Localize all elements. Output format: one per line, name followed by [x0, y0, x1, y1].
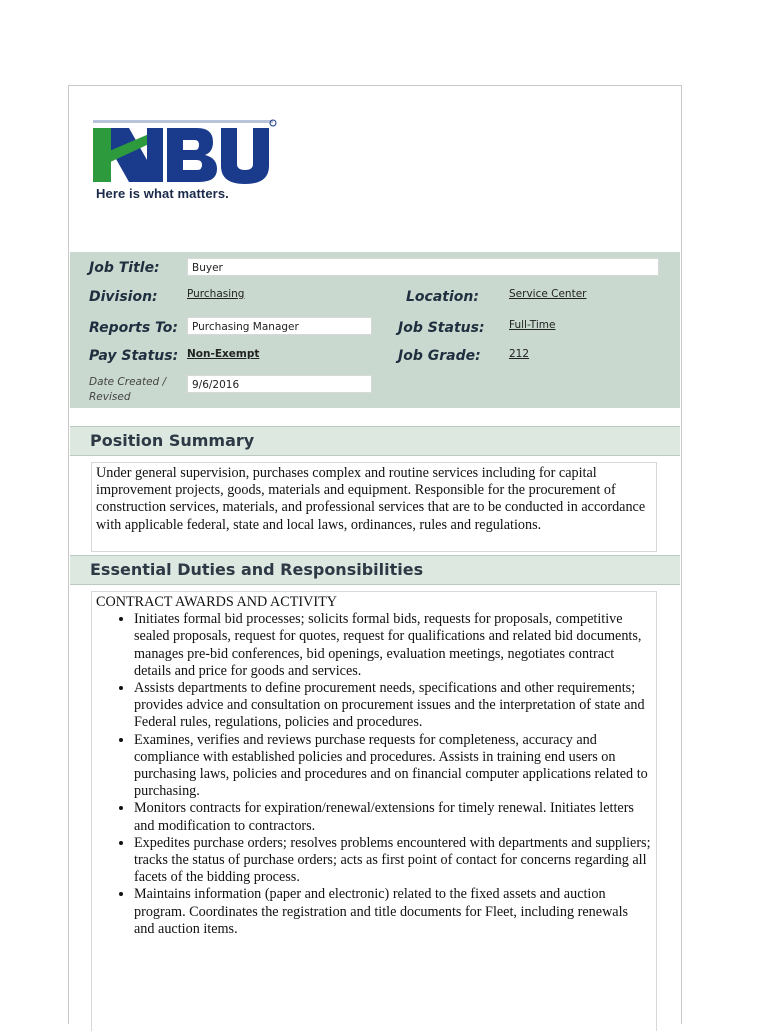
job-grade-label: Job Grade:: [398, 348, 481, 364]
date-created-label: [89, 375, 166, 405]
essential-duties-heading: Essential Duties and Responsibilities: [90, 560, 424, 579]
job-status-value[interactable]: Full-Time: [509, 319, 556, 331]
pay-status-label: Pay Status:: [89, 348, 179, 364]
position-summary-text: Under general supervision, purchases complex and routine services including for capital improvement projects, goods, materials and equipment. Responsible for the procurement of construction services, materials, and professional services that are to be conducted in accordance with applicable federal, state and local laws, ordinances, rules and regulations.: [91, 462, 657, 552]
date-field: 9/6/2016: [187, 375, 372, 393]
date-label-line-2: Revised: [89, 391, 131, 403]
list-item: • Expedites purchase orders; resolves problems encountered with departments and suppliers; tracks the status of purchase orders; acts as first point of contact for concerns regarding all facets of the bidding process.: [134, 835, 652, 887]
list-item: • Maintains information (paper and electronic) related to the fixed assets and auction program. Coordinates the registration and title documents for Fleet, including renewals and auction items.: [134, 886, 652, 938]
division-label: Division:: [89, 289, 158, 305]
list-item: • Monitors contracts for expiration/renewal/extensions for timely renewal. Initiates letters and modification to contractors.: [134, 800, 652, 834]
nbu-logo-mark: [89, 114, 279, 189]
job-info-panel: [70, 252, 680, 408]
job-status-label: Job Status:: [398, 320, 485, 336]
duties-list: [96, 611, 652, 938]
position-summary-header: [70, 426, 680, 456]
essential-duties-body: [91, 591, 657, 1031]
list-item: • Examines, verifies and reviews purchase requests for completeness, accuracy and compliance with established policies and procedures. Assists in training end users on purchasing laws, policies and procedures and on financial computer applications related to purchasing.: [134, 732, 652, 801]
list-item: • Initiates formal bid processes; solicits formal bids, requests for proposals, competitive sealed proposals, request for quotes, request for qualifications and related bid documents, manages pre-bid conferences, bid openings, evaluation meetings, negotiates contract details and price for goods and services.: [134, 611, 652, 680]
list-item: • Assists departments to define procurement needs, specifications and other requirements; provides advice and consultation on procurement issues and the interpretation of state and Federal rules, regulations, policies and procedures.: [134, 680, 652, 732]
location-value[interactable]: Service Center: [509, 288, 587, 300]
pay-status-value[interactable]: Non-Exempt: [187, 348, 260, 360]
essential-duties-header: [70, 555, 680, 585]
duties-group-title: CONTRACT AWARDS AND ACTIVITY: [96, 594, 337, 610]
job-title-label: Job Title:: [89, 260, 160, 276]
date-label-line-1: Date Created /: [89, 376, 167, 388]
reports-to-field: Purchasing Manager: [187, 317, 372, 335]
logo-tagline: Here is what matters.: [96, 186, 229, 201]
division-value[interactable]: Purchasing: [187, 288, 245, 300]
position-summary-heading: Position Summary: [90, 431, 255, 450]
reports-to-label: Reports To:: [89, 320, 178, 336]
job-description-page: [68, 85, 682, 1024]
location-label: Location:: [406, 289, 479, 305]
job-title-field: Buyer: [187, 258, 659, 276]
job-grade-value[interactable]: 212: [509, 348, 530, 360]
